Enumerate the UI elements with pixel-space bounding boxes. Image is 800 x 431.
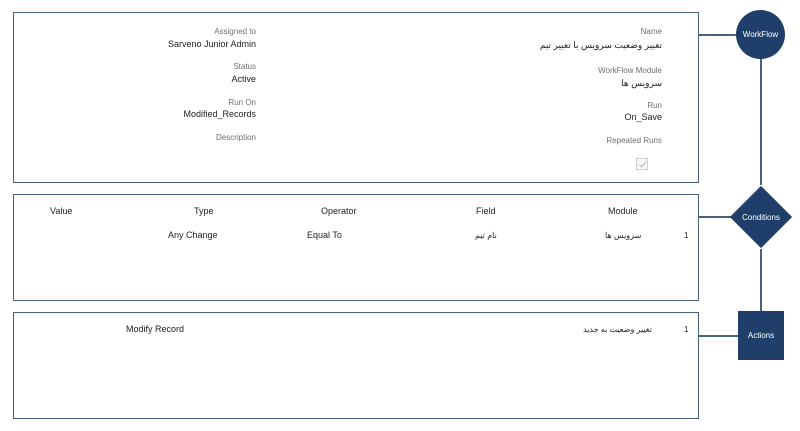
connector-workflow — [699, 34, 737, 36]
condition-operator: Equal To — [307, 230, 342, 240]
conditions-node-label: Conditions — [742, 212, 780, 222]
run-on-value: Modified_Records — [183, 109, 256, 119]
condition-field: نام تیم — [475, 231, 497, 240]
column-header-type: Type — [194, 206, 214, 216]
status-label: Status — [233, 62, 256, 71]
connector-actions — [699, 335, 738, 337]
column-header-value: Value — [50, 206, 73, 216]
condition-type: Any Change — [168, 230, 218, 240]
actions-node-label: Actions — [747, 331, 775, 340]
workflow-node[interactable] — [736, 10, 785, 59]
action-type: Modify Record — [126, 324, 185, 334]
column-header-operator: Operator — [321, 206, 357, 216]
action-name: تغییر وضعیت به جدید — [583, 325, 652, 334]
workflow-module-label: WorkFlow Module — [598, 66, 662, 75]
name-label: Name — [640, 27, 662, 36]
run-on-label: Run On — [228, 98, 256, 107]
workflow-panel — [13, 12, 699, 183]
conditions-panel — [13, 194, 699, 301]
assigned-to-label: Assigned to — [214, 27, 256, 36]
connector-vertical-1 — [760, 59, 762, 185]
conditions-node[interactable] — [724, 183, 798, 251]
workflow-node-label: WorkFlow — [742, 30, 779, 39]
column-header-module: Module — [608, 206, 638, 216]
condition-module: سرویس ها — [605, 231, 642, 240]
run-label: Run — [647, 101, 662, 110]
workflow-module-value: سرویس ها — [621, 78, 662, 88]
actions-node[interactable] — [738, 311, 784, 360]
column-header-field: Field — [476, 206, 496, 216]
connector-vertical-2 — [760, 249, 762, 312]
check-icon — [638, 160, 647, 169]
status-value: Active — [231, 74, 256, 84]
name-value: تغییر وضعیت سرویس با تغییر تیم — [539, 40, 662, 50]
condition-index: 1 — [684, 231, 689, 240]
action-index: 1 — [684, 325, 689, 334]
repeated-runs-checkbox[interactable] — [636, 158, 648, 170]
run-value: On_Save — [624, 112, 662, 122]
actions-panel — [13, 312, 699, 419]
assigned-to-value: Sarveno Junior Admin — [167, 39, 256, 49]
repeated-runs-label: Repeated Runs — [606, 136, 662, 145]
description-label: Description — [215, 133, 256, 142]
